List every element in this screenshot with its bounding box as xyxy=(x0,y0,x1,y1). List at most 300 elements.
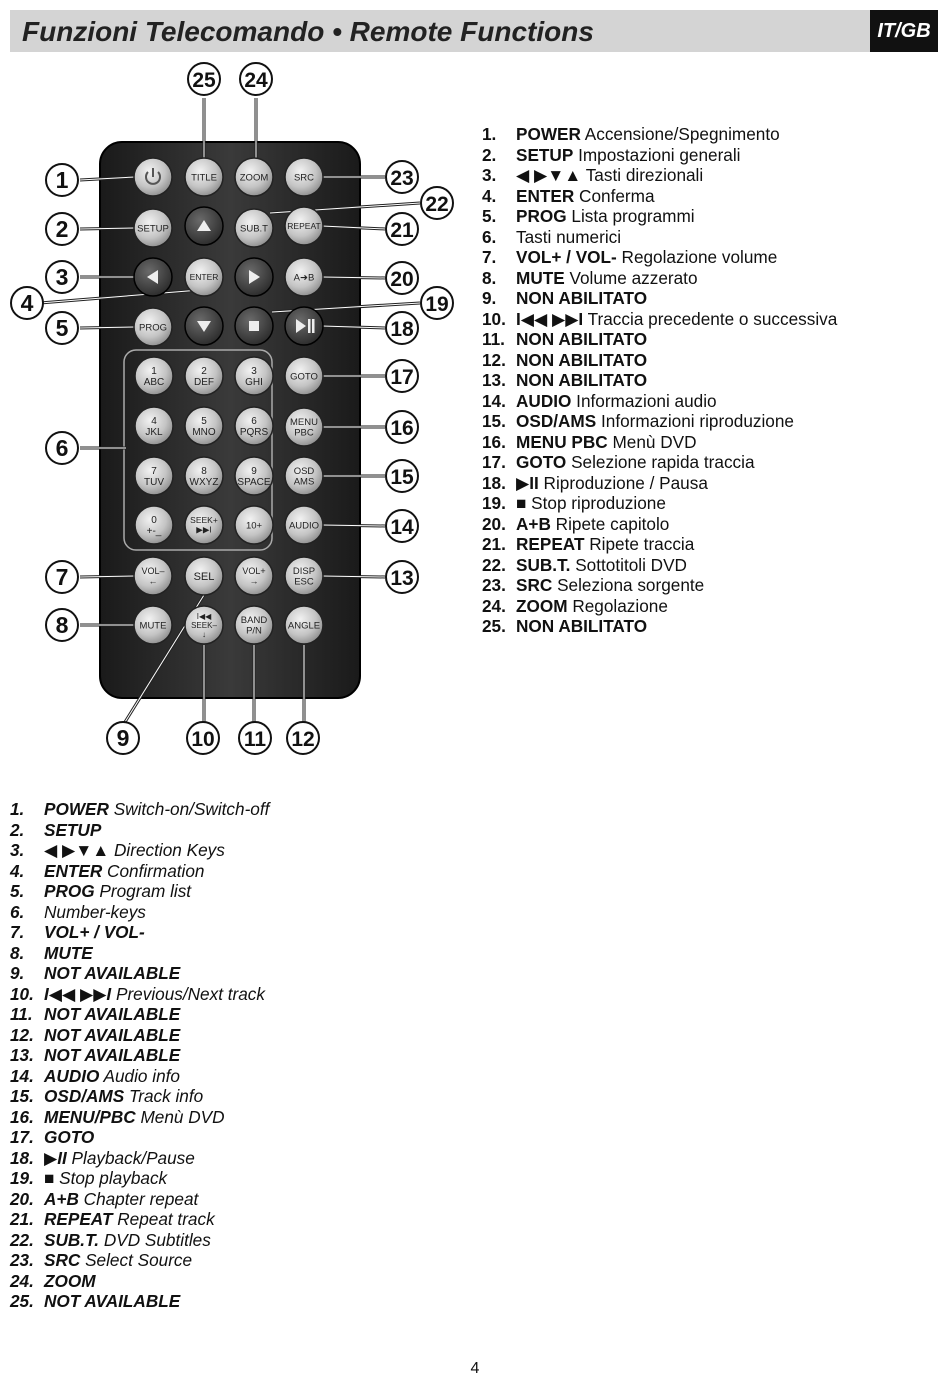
item-key: GOTO xyxy=(44,1127,95,1147)
item-number: 10. xyxy=(482,308,506,329)
function-it-item xyxy=(482,350,837,371)
function-it-item xyxy=(482,432,837,453)
item-number: 21. xyxy=(10,1209,34,1229)
callout-number: 7 xyxy=(55,564,69,590)
enter-button-label: ENTER xyxy=(189,271,219,282)
page-header xyxy=(10,10,938,52)
goto-button xyxy=(285,357,323,395)
menu-pbc-button-label: MENU xyxy=(290,417,318,429)
title-button xyxy=(185,158,223,196)
callout-number: 19 xyxy=(425,293,449,316)
item-number: 14. xyxy=(10,1065,34,1086)
item-key: SUB.T. xyxy=(44,1229,100,1250)
item-key: SRC xyxy=(44,1250,81,1270)
item-key: NOT AVAILABLE xyxy=(44,1291,181,1311)
repeat-button-label: REPEAT xyxy=(287,220,321,231)
item-key: AUDIO xyxy=(516,390,572,411)
item-number: 9. xyxy=(482,288,497,308)
item-key: POWER xyxy=(516,124,581,144)
number-key-0-label: 0 xyxy=(151,515,157,526)
item-key: REPEAT xyxy=(44,1209,113,1229)
item-key: ENTER xyxy=(516,185,575,206)
callout-number: 15 xyxy=(390,466,414,489)
callout-21 xyxy=(386,213,418,245)
function-it-item xyxy=(482,165,837,186)
function-gb-item xyxy=(10,984,269,1005)
ab-button-label: A➜B xyxy=(293,272,315,284)
play-pause-button xyxy=(285,307,323,345)
function-it-item xyxy=(482,411,837,432)
function-gb-item xyxy=(10,943,269,964)
callout-17 xyxy=(386,360,418,392)
callout-13 xyxy=(386,561,418,593)
vol-minus-button xyxy=(134,557,172,595)
setup-button-label: SETUP xyxy=(137,223,169,235)
number-key-4-label: 4 xyxy=(151,416,157,427)
function-it-item xyxy=(482,186,837,207)
callout-number: 6 xyxy=(55,435,69,461)
function-it-item xyxy=(482,227,837,248)
item-description: Menù DVD xyxy=(607,431,697,452)
item-description: Volume azzerato xyxy=(564,267,698,288)
ten-plus-button-label: 10+ xyxy=(245,520,263,532)
callout-number: 25 xyxy=(192,69,216,92)
item-description: Sottotitoli DVD xyxy=(570,554,687,575)
prog-button xyxy=(134,308,172,346)
disp-esc-button-label: DISP xyxy=(292,566,316,578)
item-number: 21. xyxy=(482,534,506,554)
number-key-3 xyxy=(235,357,273,395)
item-key: MENU/PBC xyxy=(44,1106,136,1127)
function-gb-item xyxy=(10,1250,269,1271)
src-button xyxy=(285,158,323,196)
item-description: Traccia precedente o successiva xyxy=(583,308,838,329)
item-number: 18. xyxy=(10,1147,34,1168)
function-it-item xyxy=(482,493,837,514)
callout-number: 3 xyxy=(55,264,69,290)
number-key-7 xyxy=(135,457,173,495)
item-key: ▶II xyxy=(44,1147,67,1168)
seek-plus-button xyxy=(185,506,223,544)
callout-16 xyxy=(386,411,418,443)
item-key: ■ xyxy=(516,493,527,513)
number-key-6 xyxy=(235,407,273,445)
function-it-item xyxy=(482,288,837,309)
callout-5 xyxy=(46,312,78,344)
function-gb-item xyxy=(10,861,269,882)
item-description: Stop riproduzione xyxy=(526,493,666,513)
item-description: Regolazione volume xyxy=(616,247,778,267)
function-gb-item xyxy=(10,902,269,923)
item-key: ZOOM xyxy=(44,1270,96,1291)
subt-button-label: SUB.T xyxy=(240,223,268,235)
item-key: I◀◀ ▶▶I xyxy=(44,983,112,1004)
callout-number: 14 xyxy=(390,516,414,539)
item-number: 8. xyxy=(10,942,25,963)
item-key: ◀ ▶▼▲ xyxy=(44,840,110,860)
seek-minus-button xyxy=(185,606,223,644)
item-description: Riproduzione / Pausa xyxy=(538,472,708,493)
item-description: Playback/Pause xyxy=(66,1147,195,1168)
item-key: SETUP xyxy=(516,144,574,165)
callout-18 xyxy=(386,312,418,344)
number-key-1 xyxy=(135,357,173,395)
function-it-item xyxy=(482,452,837,473)
number-key-7-label: TUV xyxy=(144,477,164,488)
number-key-5-label: MNO xyxy=(192,427,216,438)
item-number: 15. xyxy=(10,1086,34,1106)
function-gb-item xyxy=(10,1004,269,1025)
function-gb-item xyxy=(10,881,269,902)
function-gb-item xyxy=(10,922,269,943)
left-button xyxy=(134,258,172,296)
item-number: 23. xyxy=(10,1250,34,1270)
band-pn-button-label: P/N xyxy=(246,625,262,637)
number-key-9 xyxy=(235,457,273,495)
angle-button xyxy=(285,606,323,644)
item-number: 18. xyxy=(482,472,506,493)
callout-number: 12 xyxy=(291,728,315,751)
angle-button-label: ANGLE xyxy=(287,620,321,632)
item-number: 7. xyxy=(482,247,497,267)
callout-22 xyxy=(421,187,453,219)
page-number: 4 xyxy=(470,1360,480,1377)
callout-1 xyxy=(46,164,78,196)
callout-number: 11 xyxy=(243,728,267,751)
title-button-label: TITLE xyxy=(191,172,217,184)
number-key-6-label: PQRS xyxy=(239,427,269,438)
callout-23 xyxy=(386,161,418,193)
seek-minus-button-label: SEEK– xyxy=(191,620,217,630)
number-key-3-label: 3 xyxy=(251,366,257,377)
disp-esc-button xyxy=(285,557,323,595)
item-number: 24. xyxy=(482,595,506,616)
callout-6 xyxy=(46,432,78,464)
number-key-9-label: 9 xyxy=(251,466,257,477)
item-key: ZOOM xyxy=(516,595,568,616)
item-description: Informazioni riproduzione xyxy=(596,411,794,431)
stop-icon xyxy=(249,321,259,331)
function-gb-item xyxy=(10,1230,269,1251)
callout-25 xyxy=(188,63,220,95)
repeat-button xyxy=(285,207,323,245)
item-number: 25. xyxy=(482,616,506,636)
vol-minus-button-label: VOL– xyxy=(141,566,165,577)
number-key-0 xyxy=(135,506,173,544)
item-number: 2. xyxy=(10,819,25,840)
item-number: 3. xyxy=(10,840,25,860)
sel-button xyxy=(185,557,223,595)
item-key: A+B xyxy=(44,1188,79,1209)
callout-number: 20 xyxy=(390,268,414,291)
function-it-item xyxy=(482,124,837,145)
menu-pbc-button xyxy=(285,408,323,446)
function-gb-item xyxy=(10,1271,269,1292)
seek-minus-button-label: ↓ xyxy=(202,629,206,639)
item-description: Accensione/Spegnimento xyxy=(580,124,780,144)
item-number: 7. xyxy=(10,922,25,942)
item-description: Lista programmi xyxy=(566,206,695,226)
remote-control-figure xyxy=(0,55,470,755)
item-description: Select Source xyxy=(80,1250,193,1270)
callout-24 xyxy=(240,63,272,95)
item-number: 4. xyxy=(10,860,25,881)
callout-11 xyxy=(239,722,271,754)
item-description: Track info xyxy=(124,1086,204,1106)
item-number: 5. xyxy=(482,206,497,226)
callout-12 xyxy=(287,722,319,754)
item-key: VOL+ / VOL- xyxy=(516,247,617,267)
number-key-6-label: 6 xyxy=(251,416,257,427)
item-number: 23. xyxy=(482,575,506,595)
function-gb-item xyxy=(10,963,269,984)
function-gb-item xyxy=(10,1107,269,1128)
power-button xyxy=(134,158,172,196)
mute-button xyxy=(134,606,172,644)
number-key-7-label: 7 xyxy=(151,466,157,477)
function-list-english xyxy=(10,799,269,1312)
item-description: Tasti numerici xyxy=(516,226,622,247)
item-number: 11. xyxy=(10,1004,33,1024)
callout-number: 2 xyxy=(55,216,69,242)
callout-number: 1 xyxy=(55,167,69,193)
up-button xyxy=(185,207,223,245)
item-key: NOT AVAILABLE xyxy=(44,1024,181,1045)
number-key-1-label: 1 xyxy=(151,366,157,377)
number-key-8-label: 8 xyxy=(201,466,207,477)
item-key: NOT AVAILABLE xyxy=(44,963,181,983)
callout-7 xyxy=(46,561,78,593)
item-description: Ripete capitolo xyxy=(550,513,670,534)
item-number: 17. xyxy=(10,1127,34,1147)
item-key: A+B xyxy=(516,513,551,534)
function-gb-item xyxy=(10,1086,269,1107)
item-key: SETUP xyxy=(44,819,102,840)
item-description: Confirmation xyxy=(102,860,205,881)
zoom-button xyxy=(235,158,273,196)
item-description: Repeat track xyxy=(112,1209,215,1229)
item-description: DVD Subtitles xyxy=(99,1229,211,1250)
item-number: 25. xyxy=(10,1291,34,1311)
item-number: 12. xyxy=(482,349,506,370)
item-description: Regolazione xyxy=(567,595,668,616)
item-description: Previous/Next track xyxy=(111,983,265,1004)
item-key: NOT AVAILABLE xyxy=(44,1004,181,1024)
callout-4 xyxy=(11,287,43,319)
item-key: OSD/AMS xyxy=(44,1086,125,1106)
number-key-1-label: ABC xyxy=(143,377,165,388)
callout-number: 8 xyxy=(55,612,69,638)
seek-plus-button-label: SEEK+ xyxy=(190,515,218,526)
audio-button xyxy=(285,506,323,544)
function-it-item xyxy=(482,145,837,166)
number-key-2-label: DEF xyxy=(194,377,214,388)
number-key-8 xyxy=(185,457,223,495)
item-number: 13. xyxy=(10,1045,34,1065)
item-key: PROG xyxy=(516,206,567,226)
number-key-0-label: +-_ xyxy=(146,526,162,537)
function-it-item xyxy=(482,309,837,330)
callout-number: 23 xyxy=(390,167,414,190)
callout-8 xyxy=(46,609,78,641)
callout-number: 17 xyxy=(390,366,414,389)
callout-number: 9 xyxy=(116,725,130,751)
item-key: REPEAT xyxy=(516,534,585,554)
function-gb-item xyxy=(10,1045,269,1066)
callout-number: 18 xyxy=(390,318,414,341)
item-key: ■ xyxy=(44,1168,55,1188)
item-key: GOTO xyxy=(516,452,567,472)
item-key: MENU PBC xyxy=(516,431,608,452)
number-key-4-label: JKL xyxy=(145,427,163,438)
band-pn-button xyxy=(235,606,273,644)
item-number: 1. xyxy=(10,799,25,819)
callout-number: 10 xyxy=(191,728,215,751)
setup-button xyxy=(134,209,172,247)
disp-esc-button-label: ESC xyxy=(294,576,314,588)
item-key: ENTER xyxy=(44,860,103,881)
number-key-2 xyxy=(185,357,223,395)
item-number: 16. xyxy=(482,431,506,452)
item-key: NON ABILITATO xyxy=(516,329,648,349)
callout-19 xyxy=(421,287,453,319)
item-number: 22. xyxy=(482,554,506,575)
vol-plus-button-label: → xyxy=(249,576,259,587)
item-key: OSD/AMS xyxy=(516,411,597,431)
item-description: Chapter repeat xyxy=(78,1188,199,1209)
callout-14 xyxy=(386,510,418,542)
function-it-item xyxy=(482,616,837,637)
item-key: I◀◀ ▶▶I xyxy=(516,308,584,329)
seek-plus-button-label: ▶▶I xyxy=(196,524,212,535)
number-key-5-label: 5 xyxy=(201,416,207,427)
osd-ams-button-label: OSD xyxy=(293,466,315,478)
item-description: Program list xyxy=(94,881,192,901)
down-button xyxy=(185,307,223,345)
function-list-italian xyxy=(482,124,837,637)
number-key-8-label: WXYZ xyxy=(189,477,219,488)
osd-ams-button xyxy=(285,457,323,495)
item-description: Ripete traccia xyxy=(584,534,695,554)
item-number: 24. xyxy=(10,1270,34,1291)
number-key-2-label: 2 xyxy=(201,366,207,377)
function-gb-item xyxy=(10,1168,269,1189)
item-key: ▶II xyxy=(516,472,539,493)
goto-button-label: GOTO xyxy=(290,371,318,383)
item-number: 14. xyxy=(482,390,506,411)
item-number: 15. xyxy=(482,411,506,431)
item-description: Audio info xyxy=(99,1065,180,1086)
item-number: 8. xyxy=(482,267,497,288)
callout-15 xyxy=(386,460,418,492)
item-description: Tasti direzionali xyxy=(581,165,704,185)
item-key: SRC xyxy=(516,575,553,595)
number-key-5 xyxy=(185,407,223,445)
item-key: ◀ ▶▼▲ xyxy=(516,165,582,185)
item-number: 2. xyxy=(482,144,497,165)
item-key: NON ABILITATO xyxy=(516,288,648,308)
item-key: SUB.T. xyxy=(516,554,571,575)
mute-button-label: MUTE xyxy=(139,620,167,632)
callout-10 xyxy=(187,722,219,754)
vol-plus-button xyxy=(235,557,273,595)
item-key: NON ABILITATO xyxy=(516,370,648,390)
function-it-item xyxy=(482,473,837,494)
callout-20 xyxy=(386,262,418,294)
item-description: Number-keys xyxy=(44,901,146,922)
callout-number: 21 xyxy=(390,219,414,242)
function-it-item xyxy=(482,555,837,576)
item-number: 20. xyxy=(10,1188,34,1209)
callout-2 xyxy=(46,213,78,245)
language-badge: IT/GB xyxy=(870,10,938,52)
item-number: 12. xyxy=(10,1024,34,1045)
audio-button-label: AUDIO xyxy=(288,520,320,532)
item-number: 10. xyxy=(10,983,34,1004)
item-number: 6. xyxy=(482,226,497,247)
function-gb-item xyxy=(10,840,269,861)
zoom-button-label: ZOOM xyxy=(239,172,269,184)
pause-bar-icon xyxy=(308,319,311,333)
function-gb-item xyxy=(10,1291,269,1312)
vol-plus-button-label: VOL+ xyxy=(242,566,266,577)
item-key: VOL+ / VOL- xyxy=(44,922,145,942)
band-pn-button-label: BAND xyxy=(240,615,268,627)
number-key-3-label: GHI xyxy=(245,377,263,388)
item-description: Direction Keys xyxy=(109,840,225,860)
item-description: Impostazioni generali xyxy=(573,144,741,165)
function-gb-item xyxy=(10,799,269,820)
item-key: POWER xyxy=(44,799,109,819)
callout-number: 24 xyxy=(244,69,268,92)
prog-button-label: PROG xyxy=(139,322,167,334)
item-description: Selezione rapida traccia xyxy=(566,452,755,472)
item-description: Informazioni audio xyxy=(571,390,717,411)
ab-button xyxy=(285,258,323,296)
function-it-item xyxy=(482,268,837,289)
function-it-item xyxy=(482,370,837,391)
item-number: 16. xyxy=(10,1106,34,1127)
item-number: 6. xyxy=(10,901,25,922)
ten-plus-button xyxy=(235,506,273,544)
osd-ams-button-label: AMS xyxy=(293,476,315,488)
function-gb-item xyxy=(10,1127,269,1148)
item-description: Seleziona sorgente xyxy=(552,575,705,595)
item-key: NON ABILITATO xyxy=(516,616,648,636)
src-button-label: SRC xyxy=(293,172,315,184)
right-button xyxy=(235,258,273,296)
menu-pbc-button-label: PBC xyxy=(294,427,314,439)
item-number: 3. xyxy=(482,165,497,185)
item-number: 19. xyxy=(482,493,506,513)
item-number: 20. xyxy=(482,513,506,534)
function-gb-item xyxy=(10,820,269,841)
subt-button xyxy=(235,209,273,247)
item-number: 5. xyxy=(10,881,25,901)
callout-number: 16 xyxy=(390,417,414,440)
seek-minus-button-label: I◀◀ xyxy=(196,611,212,621)
callout-number: 13 xyxy=(390,567,414,590)
function-it-item xyxy=(482,514,837,535)
item-key: MUTE xyxy=(44,942,93,963)
function-it-item xyxy=(482,575,837,596)
number-key-9-label: SPACE xyxy=(237,477,271,488)
function-gb-item xyxy=(10,1209,269,1230)
item-number: 4. xyxy=(482,185,497,206)
sel-button-label: SEL xyxy=(193,570,215,583)
function-it-item xyxy=(482,329,837,350)
function-it-item xyxy=(482,534,837,555)
